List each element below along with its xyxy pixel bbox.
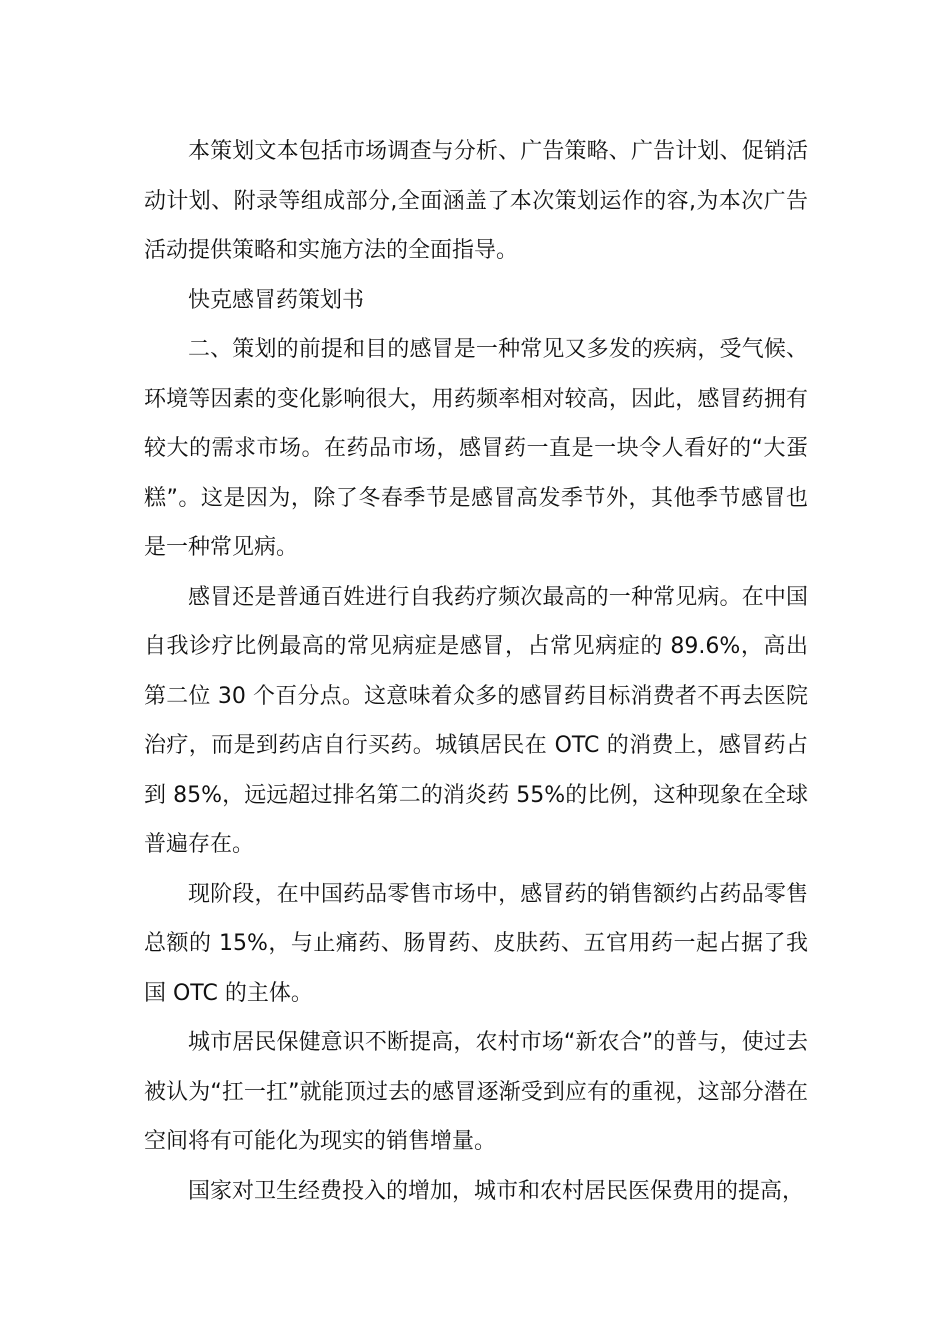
document-body	[144, 127, 808, 1216]
paragraph-funding: 国家对卫生经费投入的增加，城市和农村居民医保费用的提高，	[188, 1178, 805, 1204]
paragraph-self-medication: 感冒还是普通百姓进行自我药疗频次最高的一种常见病。在中国自我诊疗比例最高的常见病症是感冒，占常见病症的 89.6%，高出第二位 30 个百分点。这意味着众多的感冒药目标消费者不再去医院治疗，而是到药店自行买药。城镇居民在 OTC 的消费上，感冒药占到 85%，远远超过排名第二的消炎药 55%的比例，这种现象在全球普遍存在。	[144, 584, 808, 857]
paragraph-health-awareness: 城市居民保健意识不断提高，农村市场“新农合”的普与，使过去被认为“扛一扛”就能顶过去的感冒逐渐受到应有的重视，这部分潜在空间将有可能化为现实的销售增量。	[144, 1030, 808, 1154]
paragraph-retail-share: 现阶段，在中国药品零售市场中，感冒药的销售额约占药品零售总额的 15%，与止痛药、肠胃药、皮肤药、五官用药一起占据了我国 OTC 的主体。	[144, 881, 808, 1006]
paragraph-premise: 二、策划的前提和目的感冒是一种常见又多发的疾病，受气候、环境等因素的变化影响很大，用药频率相对较高，因此，感冒药拥有较大的需求市场。在药品市场，感冒药一直是一块令人看好的“大蛋糕”。这是因为，除了冬春季节是感冒高发季节外，其他季节感冒也是一种常见病。	[144, 337, 808, 560]
paragraph-title: 快克感冒药策划书	[188, 287, 365, 313]
paragraph-intro: 本策划文本包括市场调查与分析、广告策略、广告计划、促销活动计划、附录等组成部分,全面涵盖了本次策划运作的容,为本次广告活动提供策略和实施方法的全面指导。	[144, 139, 808, 263]
